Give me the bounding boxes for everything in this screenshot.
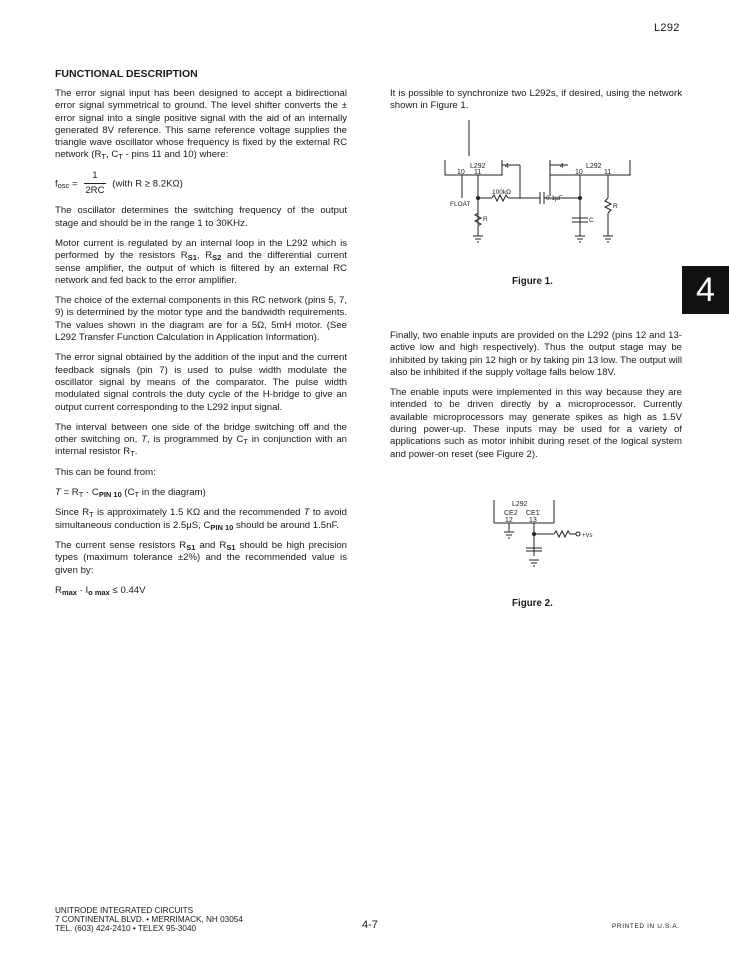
fig1-c-label: C xyxy=(589,217,594,224)
right-paragraph-sync: It is possible to synchronize two L292s, if desired, using the network shown in Figure 1. xyxy=(390,88,682,112)
fig1-right-pin11: 11 xyxy=(604,169,612,176)
right-paragraphs-enable xyxy=(390,330,682,469)
fig1-r-left: R xyxy=(483,216,488,223)
section-tab: 4 xyxy=(682,266,729,314)
page-number: 4-7 xyxy=(362,919,378,931)
paragraph-interval: The interval between one side of the bridge switching off and the other switching on, T, is programmed by $C_T$ in conjunction with an internal resistor $R_T$. xyxy=(55,421,347,459)
fig1-right-pin4: 4 xyxy=(560,163,564,170)
fig1-r-right: R xyxy=(613,203,618,210)
footer-street: 7 CONTINENTAL BLVD. • MERRIMACK, NH 03054 xyxy=(55,915,243,925)
fig1-left-ic-label: L292 xyxy=(470,163,486,170)
fig1-left-pin10: 10 xyxy=(457,169,465,176)
paragraph-rt-value: Since $R_T$ is approximately 1.5 KΩ and the recommended T to avoid simultaneous conduction is 2.5μS, $C_{PIN 10}$ should be around 1.5nF. xyxy=(55,507,347,532)
fig1-left-pin11: 11 xyxy=(474,169,482,176)
fig2-ic-label: L292 xyxy=(512,501,528,508)
fig1-left-pin4: 4 xyxy=(505,163,509,170)
paragraph-enable-impl: The enable inputs were implemented in this way because they are intended to be driven directly by a microprocessor. Currently available microprocessors may generate spikes as high as 1.5V during power-up. These inputs may be used for a variety of applications such as motor inhibit during reset of the logical system and power-on reset (see Figure 2). xyxy=(390,387,682,460)
rmax-equation: $R_{max} \cdot I_{o max} \le 0.44V$ xyxy=(55,584,146,597)
fig1-resistor-label: 100kΩ xyxy=(492,189,511,196)
fosc-formula: $f_{osc}$ = $\frac{1}{2RC}$ (with R ≥ 8.2KΩ) xyxy=(55,169,183,197)
fig1-cap-label: 0.1μF xyxy=(546,195,563,202)
printed-in-usa: PRINTED IN U.S.A. xyxy=(612,923,680,930)
fig2-vs-label: +Vs xyxy=(582,533,593,539)
paragraph-rc-network: The choice of the external components in this RC network (pins 5, 7, 9) is determined by the motor type and the bandwidth requirements. The values shown in the diagram are for a 5Ω, 5mH motor. (See L292 Transfer Function Calculation in Application Information). xyxy=(55,295,347,344)
figure2-caption: Figure 2. xyxy=(512,598,553,609)
paragraph-oscillator: The oscillator determines the switching frequency of the output stage and should be in the range 1 to 30KHz. xyxy=(55,205,347,229)
section-title: FUNCTIONAL DESCRIPTION xyxy=(55,68,198,80)
paragraph-pwm: The error signal obtained by the addition of the input and the current feedback signals (pin 7) is used to pulse width modulate the oscillator signal by means of the comparator. The pulse width modulated signal controls the duty cycle of the H-bridge to give an output current corresponding to the L292 input signal. xyxy=(55,352,347,413)
fig1-right-pin10: 10 xyxy=(575,169,583,176)
figure2-schematic xyxy=(488,494,608,574)
left-column xyxy=(55,88,347,605)
figure1-schematic xyxy=(440,118,640,253)
fig2-pin12: 12 xyxy=(505,517,513,524)
tau-equation: $T = R_T \cdot C_{PIN 10}$ ($C_T$ in the diagram) xyxy=(55,487,206,500)
paragraph-enable-inputs: Finally, two enable inputs are provided on the L292 (pins 12 and 13-active low and high respectively). Thus the output stage may be inhibited by taking pin 12 high or by taking pin 13 low. The output will also be inhibited if the supply voltage falls below 18V. xyxy=(390,330,682,378)
fig1-float-label: FLOAT xyxy=(450,201,471,208)
fig2-pin13: 13 xyxy=(529,517,537,524)
fig2-pin-ce2: CE2 xyxy=(504,510,518,517)
paragraph-found-from: This can be found from: xyxy=(55,466,156,478)
footer-address xyxy=(55,906,243,934)
paragraph-sense-resistors: The current sense resistors $R_{S1}$ and $R_{S1}$ should be high precision types (maximum tolerance ±2%) and the recommended value is given by: xyxy=(55,539,347,576)
footer-phone: TEL. (603) 424-2410 • TELEX 95-3040 xyxy=(55,924,197,934)
footer-company: UNITRODE INTEGRATED CIRCUITS xyxy=(55,906,194,915)
figure1-caption: Figure 1. xyxy=(512,276,553,287)
paragraph-motor-current: Motor current is regulated by an internal loop in the L292 which is performed by the resistors $R_{S1}$, $R_{S2}$ and the differential current sense amplifier, the output of which is filtered by an external RC network and fed back to the error amplifier. xyxy=(55,237,347,286)
paragraph-error-signal: The error signal input has been designed to accept a bidirectional error signal symmetrical to ground. The level shifter converts the ± error signal into a single positive signal with the aid of an internally generated 8V reference. This same reference voltage supplies the triangle wave oscillator whose frequency is fixed by the external RC network ($R_T$, $C_T$ - pins 11 and 10) where: xyxy=(55,88,347,162)
fig1-right-ic-label: L292 xyxy=(586,163,602,170)
part-number: L292 xyxy=(654,22,680,34)
fig2-pin-ce1: CE1 xyxy=(526,510,540,517)
